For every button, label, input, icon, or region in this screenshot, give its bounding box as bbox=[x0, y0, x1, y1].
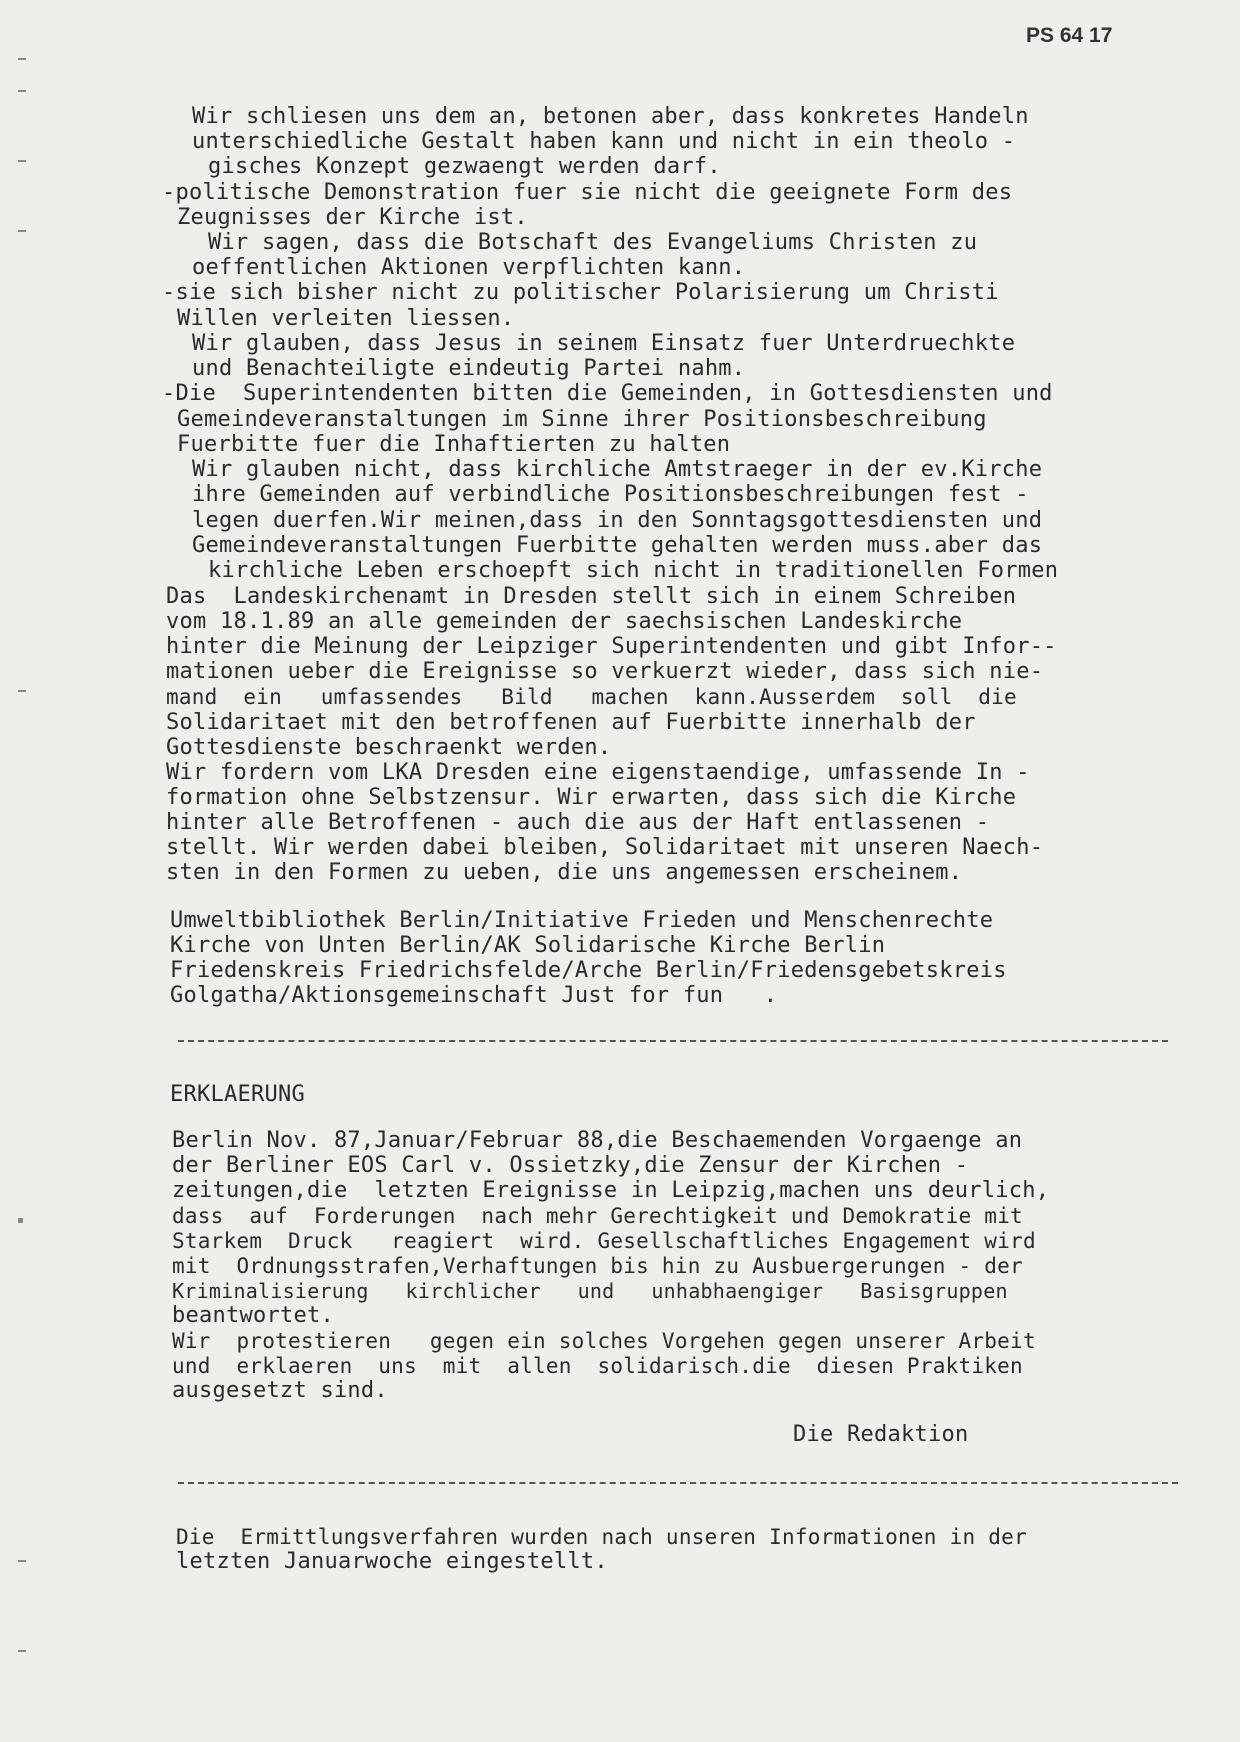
text-line: gisches Konzept gezwaengt werden darf. bbox=[208, 154, 721, 179]
text-line: Gemeindeveranstaltungen Fuerbitte gehalten werden muss.aber das bbox=[192, 533, 1043, 558]
dashed-separator bbox=[178, 1482, 1178, 1484]
dashed-separator bbox=[178, 1040, 1168, 1042]
text-line: vom 18.1.89 an alle gemeinden der saechsischen Landeskirche bbox=[166, 609, 963, 634]
text-line: Gemeindeveranstaltungen im Sinne ihrer Positionsbeschreibung bbox=[177, 407, 987, 432]
text-line: Gottesdienste beschraenkt werden. bbox=[166, 735, 612, 760]
text-line: Das Landeskirchenamt in Dresden stellt sich in einem Schreiben bbox=[166, 584, 1017, 609]
margin-mark bbox=[18, 90, 26, 92]
text-line: Fuerbitte fuer die Inhaftierten zu halten bbox=[177, 432, 731, 457]
text-line: Solidaritaet mit den betroffenen auf Fuerbitte innerhalb der bbox=[166, 710, 976, 735]
text-line: und Benachteiligte eindeutig Partei nahm. bbox=[192, 356, 746, 381]
text-line: -Die Superintendenten bitten die Gemeinden, in Gottesdiensten und bbox=[162, 381, 1053, 406]
section-heading: ERKLAERUNG bbox=[170, 1082, 305, 1107]
text-line: mit Ordnungsstrafen,Verhaftungen bis hin zu Ausbuergerungen - der bbox=[172, 1254, 1023, 1278]
text-line: stellt. Wir werden dabei bleiben, Solidaritaet mit unseren Naech- bbox=[166, 835, 1044, 860]
margin-mark bbox=[18, 1650, 26, 1652]
margin-mark bbox=[18, 1560, 26, 1562]
text-line: Berlin Nov. 87,Januar/Februar 88,die Beschaemenden Vorgaenge an bbox=[172, 1128, 1023, 1153]
text-line: sten in den Formen zu ueben, die uns angemessen erscheinem. bbox=[166, 860, 963, 885]
text-line: oeffentlichen Aktionen verpflichten kann. bbox=[192, 255, 746, 280]
signatory-line: Kirche von Unten Berlin/AK Solidarische Kirche Berlin bbox=[170, 933, 886, 958]
text-line: und erklaeren uns mit allen solidarisch.die diesen Praktiken bbox=[172, 1354, 1023, 1378]
text-line: dass auf Forderungen nach mehr Gerechtigkeit und Demokratie mit bbox=[172, 1204, 1023, 1228]
signatory-line: Umweltbibliothek Berlin/Initiative Frieden und Menschenrechte bbox=[170, 908, 994, 933]
signatory-line: Golgatha/Aktionsgemeinschaft Just for fun . bbox=[170, 983, 778, 1008]
text-line: beantwortet. bbox=[172, 1303, 334, 1328]
signatory-line: Friedenskreis Friedrichsfelde/Arche Berlin/Friedensgebetskreis bbox=[170, 958, 1007, 983]
text-line: kirchliche Leben erschoepft sich nicht in traditionellen Formen bbox=[208, 558, 1059, 583]
archive-reference: PS 64 17 bbox=[1026, 24, 1113, 47]
text-line: unterschiedliche Gestalt haben kann und nicht in ein theolo - bbox=[192, 129, 1016, 154]
margin-mark bbox=[18, 160, 26, 162]
text-line: legen duerfen.Wir meinen,dass in den Sonntagsgottesdiensten und bbox=[192, 508, 1043, 533]
text-line: mationen ueber die Ereignisse so verkuerzt wieder, dass sich nie- bbox=[166, 659, 1044, 684]
signature-editorial: Die Redaktion bbox=[793, 1422, 969, 1447]
text-line: formation ohne Selbstzensur. Wir erwarten, dass sich die Kirche bbox=[166, 785, 1017, 810]
text-line: Zeugnisses der Kirche ist. bbox=[177, 205, 528, 230]
text-line: Die Ermittlungsverfahren wurden nach unseren Informationen in der bbox=[176, 1525, 1027, 1549]
text-line: -sie sich bisher nicht zu politischer Polarisierung um Christi bbox=[162, 280, 999, 305]
margin-mark bbox=[18, 230, 26, 232]
text-line: Starkem Druck reagiert wird. Gesellschaftliches Engagement wird bbox=[172, 1229, 1036, 1253]
text-line: hinter alle Betroffenen - auch die aus der Haft entlassenen - bbox=[166, 810, 990, 835]
text-line: hinter die Meinung der Leipziger Superintendenten und gibt Infor-- bbox=[166, 634, 1057, 659]
text-line: letzten Januarwoche eingestellt. bbox=[176, 1549, 608, 1574]
text-line: -politische Demonstration fuer sie nicht die geeignete Form des bbox=[162, 180, 1013, 205]
text-line: Wir glauben nicht, dass kirchliche Amtstraeger in der ev.Kirche bbox=[192, 457, 1043, 482]
text-line: zeitungen,die letzten Ereignisse in Leipzig,machen uns deurlich, bbox=[172, 1178, 1050, 1203]
text-line: Willen verleiten liessen. bbox=[177, 306, 515, 331]
text-line: der Berliner EOS Carl v. Ossietzky,die Zensur der Kirchen - bbox=[172, 1153, 969, 1178]
margin-mark bbox=[18, 690, 26, 692]
text-line: Wir schliesen uns dem an, betonen aber, dass konkretes Handeln bbox=[192, 104, 1029, 129]
text-line: mand ein umfassendes Bild machen kann.Ausserdem soll die bbox=[166, 685, 1017, 709]
text-line: ihre Gemeinden auf verbindliche Positionsbeschreibungen fest - bbox=[192, 482, 1029, 507]
text-line: ausgesetzt sind. bbox=[172, 1378, 388, 1403]
margin-mark bbox=[18, 58, 26, 60]
text-line: Kriminalisierung kirchlicher und unhabhaengiger Basisgruppen bbox=[172, 1279, 1008, 1303]
text-line: Wir sagen, dass die Botschaft des Evangeliums Christen zu bbox=[208, 230, 978, 255]
text-line: Wir glauben, dass Jesus in seinem Einsatz fuer Unterdruechkte bbox=[192, 331, 1016, 356]
text-line: Wir protestieren gegen ein solches Vorgehen gegen unserer Arbeit bbox=[172, 1329, 1036, 1353]
margin-mark bbox=[18, 1218, 23, 1223]
text-line: Wir fordern vom LKA Dresden eine eigenstaendige, umfassende In - bbox=[166, 760, 1030, 785]
